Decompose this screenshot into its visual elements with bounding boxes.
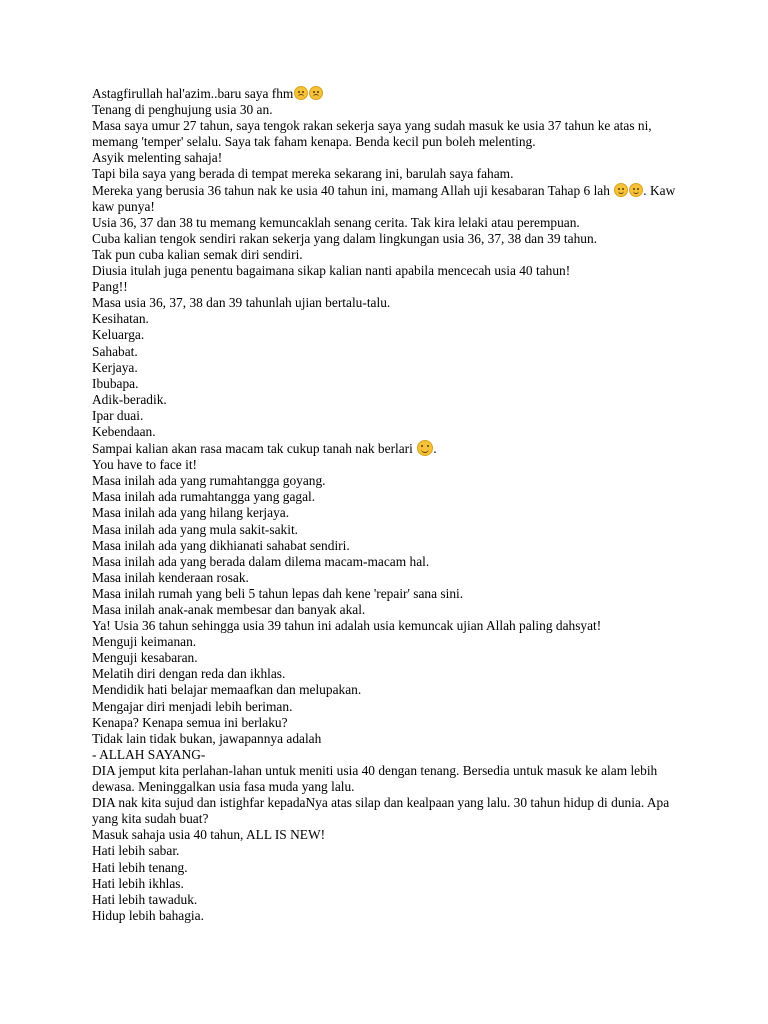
text-line — [92, 602, 692, 618]
line-text: Cuba kalian tengok sendiri rakan sekerja yang dalam lingkungan usia 36, 37, 38 dan 39 tahun. — [92, 230, 597, 246]
text-line — [92, 489, 692, 505]
line-text: Kesihatan. — [92, 311, 149, 327]
line-text: Mendidik hati belajar memaafkan dan melupakan. — [92, 682, 362, 698]
line-text: Masa inilah ada yang rumahtangga goyang. — [92, 473, 326, 489]
text-line — [92, 747, 692, 763]
text-line — [92, 522, 692, 538]
line-text: Masa inilah ada yang hilang kerjaya. — [92, 505, 290, 521]
text-line — [92, 376, 692, 392]
line-text: Masa inilah anak-anak membesar dan banyak akal. — [92, 602, 366, 617]
text-line — [92, 263, 692, 279]
grin-face-icon — [629, 183, 643, 197]
line-text: Masa inilah kenderaan rosak. — [92, 569, 249, 585]
text-line — [92, 827, 692, 843]
line-text: Masuk sahaja usia 40 tahun, ALL IS NEW! — [92, 827, 326, 843]
line-text: Masa inilah ada yang berada dalam dilema macam-macam hal. — [92, 553, 430, 569]
line-text: Mereka yang berusia 36 tahun nak ke usia 40 tahun ini, mamang Allah uji kesabaran Tahap 6 lah — [92, 182, 614, 198]
line-text: Diusia itulah juga penentu bagaimana sikap kalian nanti apabila mencecah usia 40 tahun! — [92, 263, 571, 279]
line-text: Masa inilah ada yang dikhianati sahabat sendiri. — [92, 537, 350, 553]
line-text: Kerjaya. — [92, 359, 138, 375]
line-text: Tenang di penghujung usia 30 an. — [92, 102, 273, 118]
line-text: Tapi bila saya yang berada di tempat mereka sekarang ini, barulah saya faham. — [92, 166, 514, 182]
text-line — [92, 166, 692, 182]
line-text: - ALLAH SAYANG- — [92, 746, 206, 762]
text-line — [92, 908, 692, 924]
text-line — [92, 118, 692, 150]
line-text: Kenapa? Kenapa semua ini berlaku? — [92, 714, 288, 730]
line-text: Masa inilah ada yang mula sakit-sakit. — [92, 521, 299, 537]
text-line — [92, 618, 692, 634]
text-line — [92, 554, 692, 570]
text-line — [92, 295, 692, 311]
text-line — [92, 424, 692, 440]
line-text: Masa inilah ada rumahtangga yang gagal. — [92, 489, 316, 505]
line-text: Hati lebih tenang. — [92, 859, 188, 875]
line-text: Tak pun cuba kalian semak diri sendiri. — [92, 246, 303, 262]
text-line — [92, 344, 692, 360]
text-line — [92, 731, 692, 747]
text-line — [92, 231, 692, 247]
line-text: Melatih diri dengan reda dan ikhlas. — [92, 666, 286, 682]
text-line — [92, 860, 692, 876]
line-text: Hidup lebih bahagia. — [92, 907, 204, 923]
line-text: Sahabat. — [92, 343, 138, 359]
frown-face-icon — [294, 86, 308, 100]
text-line — [92, 311, 692, 327]
line-text: Pang!! — [92, 279, 128, 295]
line-text: Masa saya umur 27 tahun, saya tengok rakan sekerja saya yang sudah masuk ke usia 37 tahun ke atas ni, memang 'temper' selalu. Saya tak faham kenapa. Benda kecil pun boleh melenting. — [92, 118, 652, 150]
line-text: Keluarga. — [92, 327, 145, 343]
line-text: Hati lebih ikhlas. — [92, 875, 184, 891]
text-line — [92, 102, 692, 118]
text-line — [92, 247, 692, 263]
sweat-smile-face-icon — [417, 440, 433, 456]
text-line — [92, 666, 692, 682]
text-line — [92, 473, 692, 489]
line-text: You have to face it! — [92, 457, 197, 473]
smile-face-icon — [614, 183, 628, 197]
line-text: DIA nak kita sujud dan istighfar kepadaNya atas silap dan kealpaan yang lalu. 30 tahun hidup di dunia. Apa yang kita sudah buat? — [92, 795, 670, 827]
line-text: Menguji kesabaran. — [92, 650, 198, 666]
text-line — [92, 763, 692, 795]
text-line — [92, 215, 692, 231]
line-text: Ya! Usia 36 tahun sehingga usia 39 tahun ini adalah usia kemuncak ujian Allah paling dahsyat! — [92, 618, 602, 634]
text-line — [92, 650, 692, 666]
line-text: Menguji keimanan. — [92, 634, 197, 650]
text-line — [92, 86, 692, 102]
text-line — [92, 279, 692, 295]
text-line — [92, 408, 692, 424]
line-text-after: . — [433, 441, 437, 457]
text-line — [92, 843, 692, 859]
line-text: Masa inilah rumah yang beli 5 tahun lepas dah kene 'repair' sana sini. — [92, 585, 464, 601]
text-line — [92, 795, 692, 827]
text-line — [92, 150, 692, 166]
text-line — [92, 457, 692, 473]
text-line — [92, 876, 692, 892]
text-line — [92, 892, 692, 908]
text-line — [92, 327, 692, 343]
text-line — [92, 538, 692, 554]
line-text: Sampai kalian akan rasa macam tak cukup tanah nak berlari — [92, 441, 417, 457]
text-line — [92, 570, 692, 586]
line-text: Ibubapa. — [92, 375, 139, 391]
line-text: Astagfirullah hal'azim..baru saya fhm — [92, 86, 294, 101]
line-text-after: . Kaw kaw punya! — [92, 182, 676, 214]
document-body — [92, 86, 692, 924]
line-text: DIA jemput kita perlahan-lahan untuk meniti usia 40 dengan tenang. Bersedia untuk masuk ke alam lebih dewasa. Meninggalkan usia fasa muda yang lalu. — [92, 762, 658, 795]
line-text: Asyik melenting sahaja! — [92, 150, 223, 166]
line-text: Mengajar diri menjadi lebih beriman. — [92, 698, 293, 714]
text-line — [92, 586, 692, 602]
text-line — [92, 505, 692, 521]
text-line — [92, 715, 692, 731]
text-line — [92, 682, 692, 698]
line-text: Tidak lain tidak bukan, jawapannya adalah — [92, 730, 322, 746]
line-text: Hati lebih sabar. — [92, 843, 180, 859]
line-text: Masa usia 36, 37, 38 dan 39 tahunlah ujian bertalu-talu. — [92, 295, 391, 311]
text-line — [92, 440, 692, 457]
line-text: Hati lebih tawaduk. — [92, 891, 198, 907]
text-line — [92, 392, 692, 408]
line-text: Ipar duai. — [92, 407, 144, 423]
text-line — [92, 699, 692, 715]
line-text: Usia 36, 37 dan 38 tu memang kemuncaklah senang cerita. Tak kira lelaki atau perempuan. — [92, 214, 580, 230]
text-line — [92, 360, 692, 376]
text-line — [92, 634, 692, 650]
line-text: Kebendaan. — [92, 423, 156, 439]
text-line — [92, 183, 692, 215]
line-text: Adik-beradik. — [92, 391, 167, 407]
frown-face-icon — [309, 86, 323, 100]
